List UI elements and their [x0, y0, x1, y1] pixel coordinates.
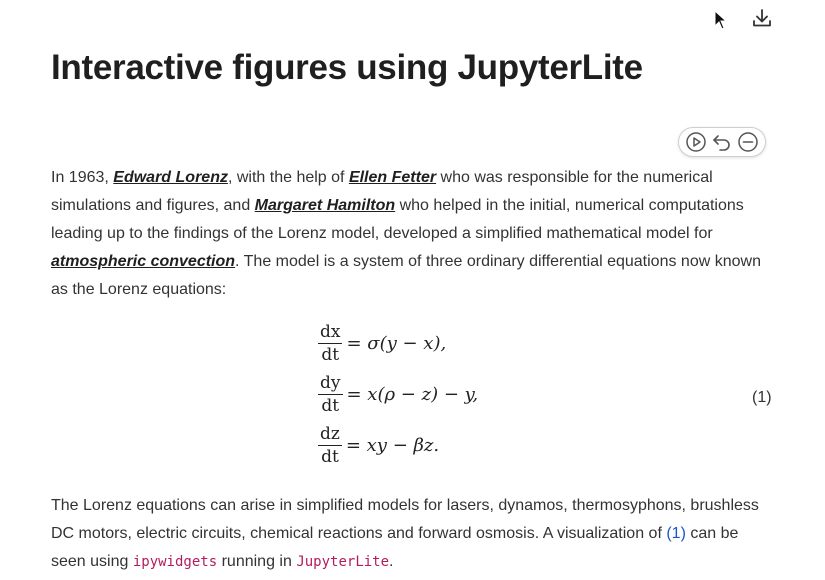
equation-row	[318, 318, 446, 368]
fraction-denominator: dt	[321, 446, 339, 467]
outro-text: can be seen using	[51, 525, 739, 570]
download-icon[interactable]	[750, 6, 774, 30]
fraction-denominator: dt	[321, 395, 340, 416]
clear-output-button[interactable]	[736, 130, 760, 154]
fraction-numerator: dz	[320, 423, 340, 444]
equation-rhs: = xy − βz.	[345, 434, 440, 456]
minus-circle-icon	[737, 131, 759, 153]
link-atmospheric-convection[interactable]: atmospheric convection	[51, 253, 236, 270]
fraction-denominator: dt	[321, 344, 340, 365]
equation-rhs: = x(ρ − z) − y,	[346, 383, 479, 405]
outro-text: .	[389, 553, 394, 570]
equation-reference-link[interactable]: (1)	[666, 525, 686, 542]
equation-number: (1)	[752, 389, 772, 406]
derivative-fraction	[318, 372, 343, 417]
link-ellen-fetter[interactable]: Ellen Fetter	[348, 169, 437, 186]
outro-text: running in	[217, 553, 297, 570]
intro-text: who was responsible for the numerical simulations and figures, and	[51, 169, 713, 214]
intro-text: . The model is a system of three ordinary differential equations now known as the Lorenz equations:	[51, 253, 761, 298]
intro-text: who helped in the initial, numerical computations leading up to the findings of the Lorenz model, developed a simplified mathematical model for	[51, 197, 744, 242]
equation-rhs: = σ(y − x),	[346, 332, 447, 354]
intro-text: , with the help of	[227, 169, 349, 186]
equation-row	[318, 420, 439, 470]
fraction-numerator: dx	[320, 321, 341, 342]
link-margaret-hamilton[interactable]: Margaret Hamilton	[254, 197, 396, 214]
outro-text: The Lorenz equations can arise in simplified models for lasers, dynamos, thermosyphons, brushless DC motors, electric circuits, chemical reactions and forward osmosis. A visualization of	[51, 497, 759, 542]
link-edward-lorenz[interactable]: Edward Lorenz	[113, 169, 228, 186]
outro-paragraph	[51, 492, 776, 576]
run-cell-button[interactable]	[684, 130, 708, 154]
fraction-numerator: dy	[320, 372, 341, 393]
inline-code-ipywidgets: ipywidgets	[132, 554, 218, 570]
mouse-pointer-icon	[714, 10, 728, 30]
inline-code-jupyterlite: JupyterLite	[296, 554, 390, 570]
cell-controls	[678, 127, 766, 157]
intro-text: In 1963,	[51, 169, 114, 186]
derivative-fraction	[318, 423, 342, 468]
play-circle-icon	[685, 131, 707, 153]
equation-row	[318, 369, 478, 419]
undo-button[interactable]	[710, 130, 734, 154]
undo-arrow-icon	[711, 131, 733, 153]
intro-paragraph	[51, 164, 776, 304]
derivative-fraction	[318, 321, 342, 366]
page-title: Interactive figures using JupyterLite	[51, 48, 643, 87]
